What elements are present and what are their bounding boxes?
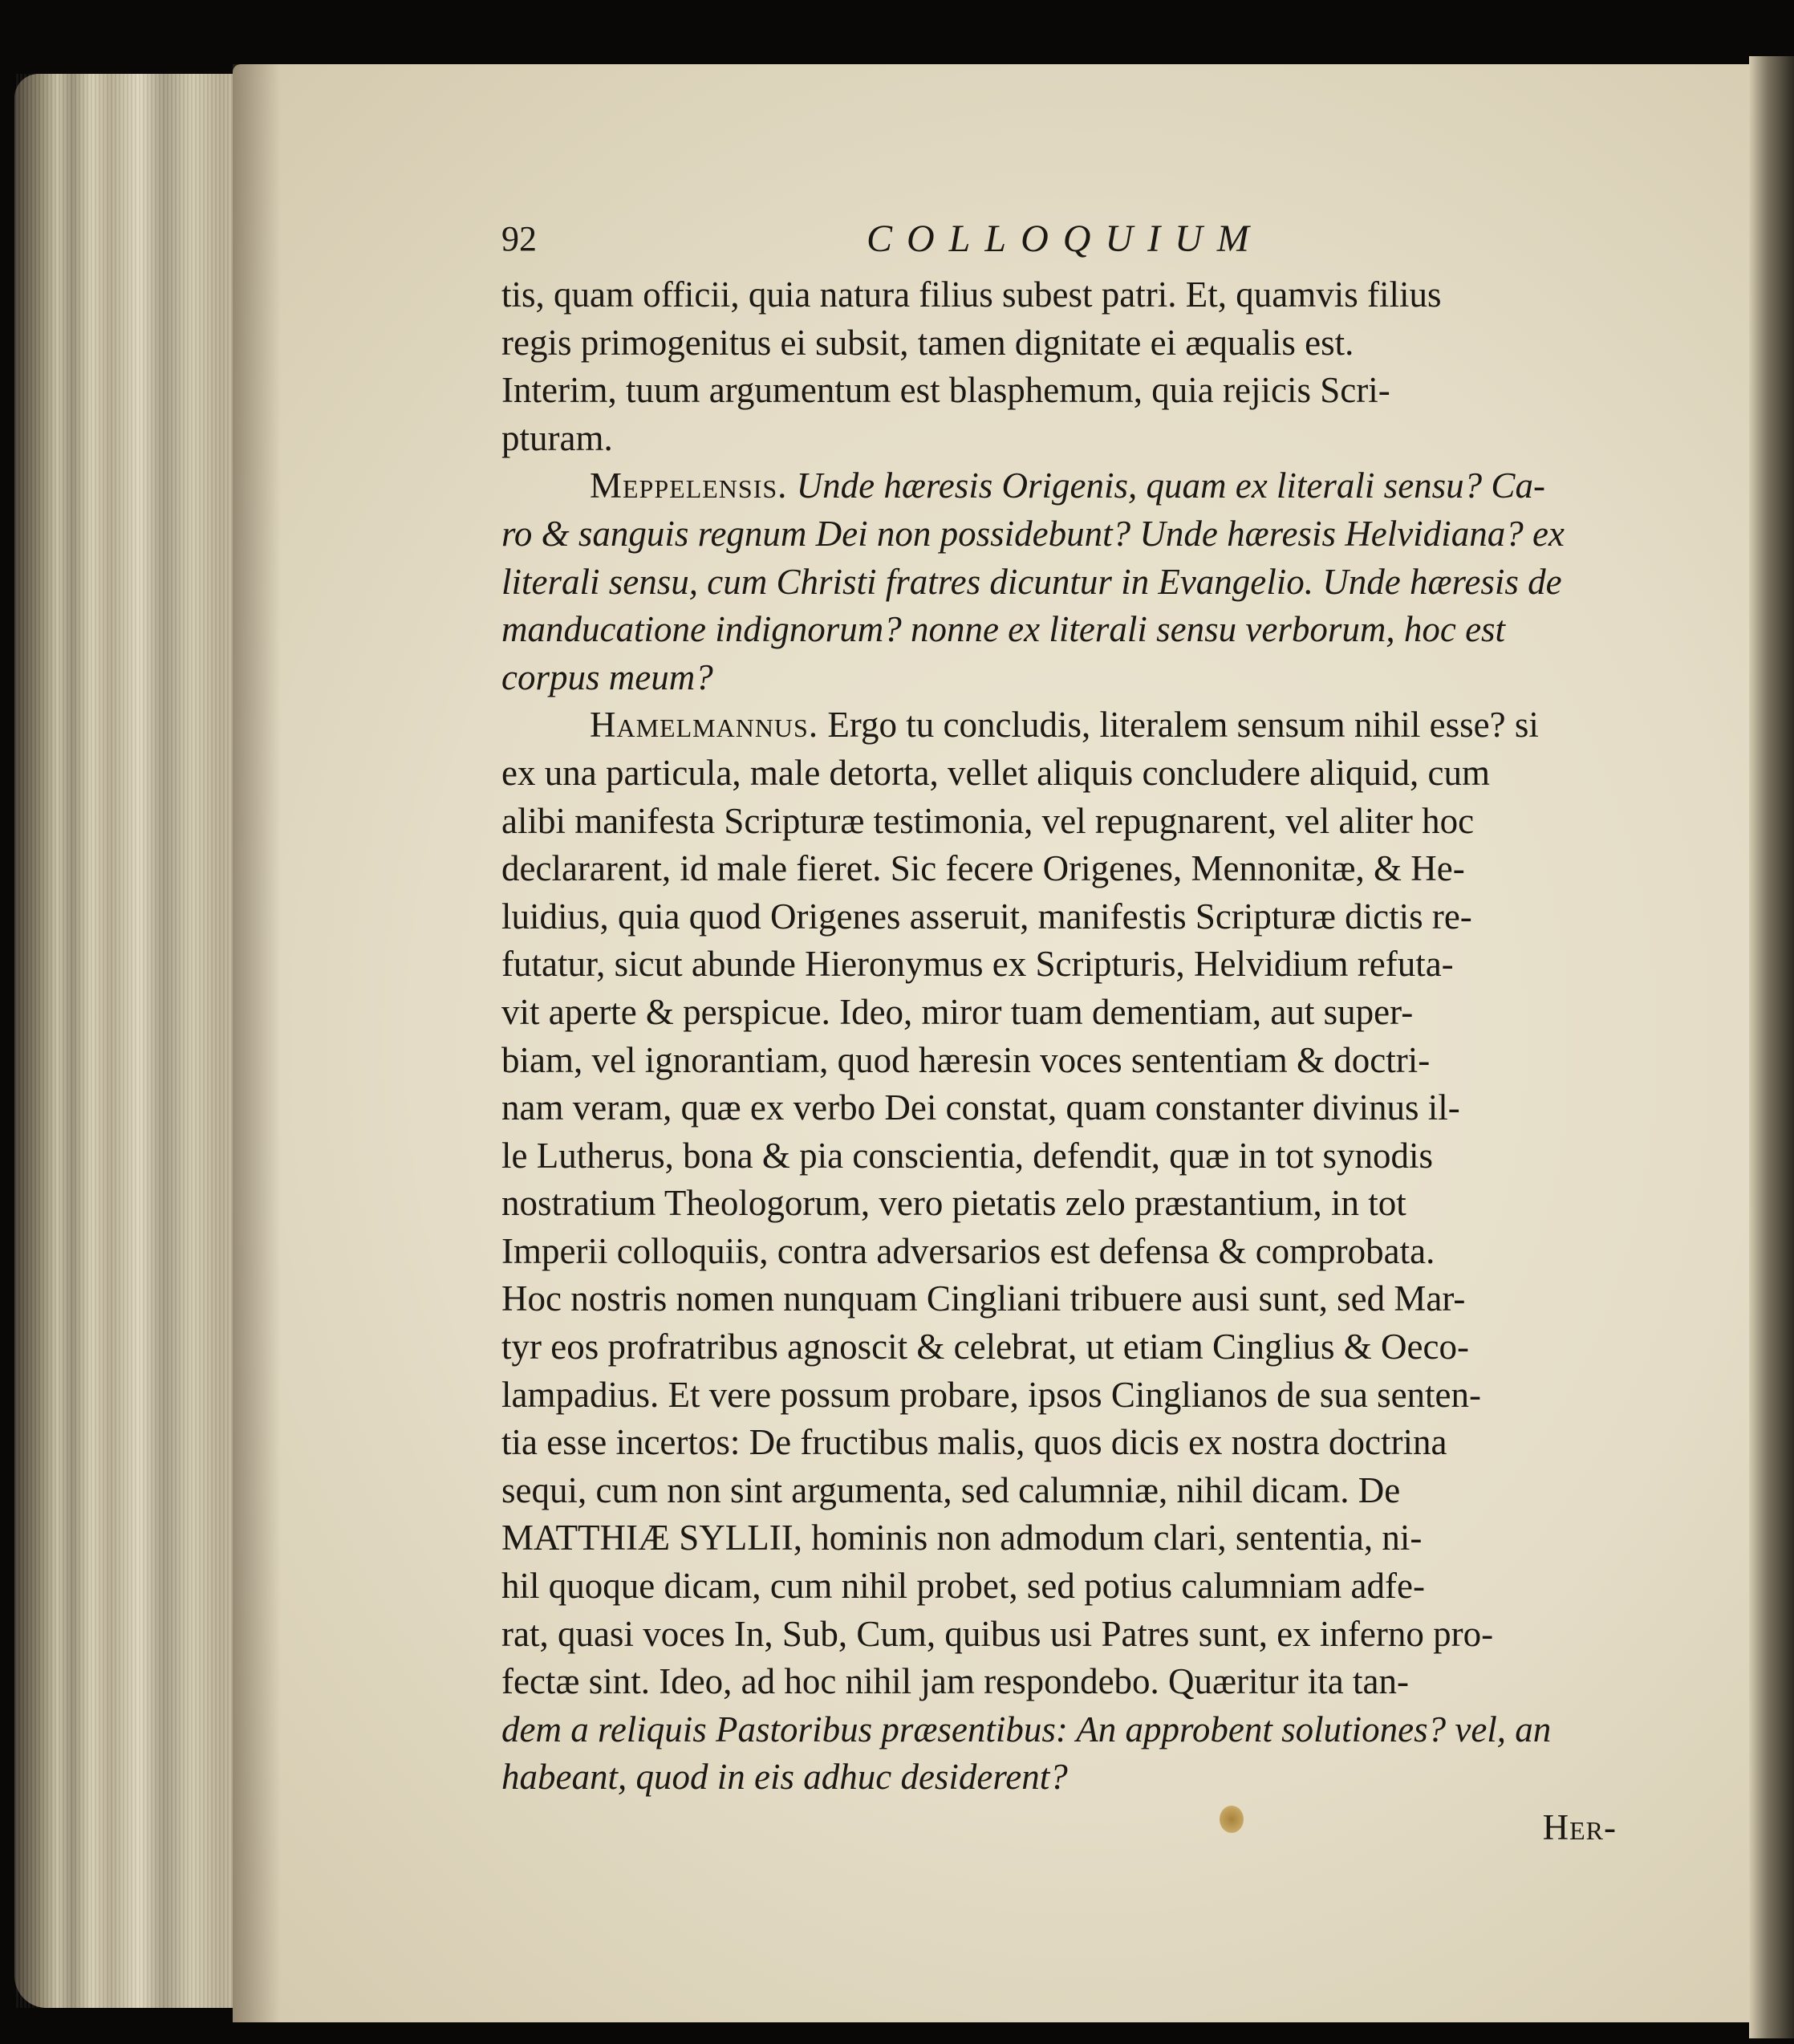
paragraph-1 <box>501 271 1617 462</box>
paragraph-meppelensis <box>501 462 1617 701</box>
text-line: habeant, quod in eis adhuc desiderent? <box>501 1757 1068 1798</box>
text-line-with-speaker <box>501 462 1617 510</box>
text-line: nostratium Theologorum, vero pietatis zelo præstantium, in tot <box>501 1183 1406 1224</box>
text-line: Unde hæresis Origenis, quam ex literali sensu? Ca- <box>796 465 1545 506</box>
text-line: sequi, cum non sint argumenta, sed calumniæ, nihil dicam. De <box>501 1469 1401 1510</box>
text-line: Imperii colloquiis, contra adversarios est defensa & comprobata. <box>501 1230 1435 1271</box>
running-head <box>501 207 1617 271</box>
catchword: Her- <box>1542 1807 1617 1847</box>
text-line: nam veram, quæ ex verbo Dei constat, quam constanter divinus il- <box>501 1087 1460 1128</box>
paragraph-hamelmannus <box>501 701 1617 1802</box>
text-line: corpus meum? <box>501 656 713 697</box>
text-line: regis primogenitus ei subsit, tamen dignitate ei æqualis est. <box>501 322 1354 363</box>
running-head-title: COLLOQUIUM <box>867 217 1264 260</box>
text-line: tis, quam officii, quia natura filius subest patri. Et, quamvis filius <box>501 274 1442 315</box>
text-line: futatur, sicut abunde Hieronymus ex Scripturis, Helvidium refuta- <box>501 944 1454 985</box>
text-line: Hoc nostris nomen nunquam Cingliani tribuere ausi sunt, sed Mar- <box>501 1278 1466 1319</box>
text-line: luidius, quia quod Origenes asseruit, manifestis Scripturæ dictis re- <box>501 896 1472 937</box>
page-gutter-shadow <box>233 64 281 2022</box>
text-line-with-speaker <box>501 701 1617 750</box>
text-line: rat, quasi voces In, Sub, Cum, quibus usi Patres sunt, ex inferno pro- <box>501 1613 1494 1654</box>
text-line: ro & sanguis regnum Dei non possidebunt? Unde hæresis Helvidiana? ex <box>501 513 1565 554</box>
page-number: 92 <box>501 219 537 258</box>
text-line: pturam. <box>501 417 613 458</box>
text-line: declararent, id male fieret. Sic fecere Origenes, Mennonitæ, & He- <box>501 848 1465 889</box>
text-line: literali sensu, cum Christi fratres dicuntur in Evangelio. Unde hæresis de <box>501 561 1562 602</box>
text-line: dem a reliquis Pastoribus præsentibus: An approbent solutiones? vel, an <box>501 1709 1552 1749</box>
book-page-edges <box>14 74 255 2008</box>
text-line: fectæ sint. Ideo, ad hoc nihil jam respondebo. Quæritur ita tan- <box>501 1661 1409 1702</box>
page-text-block <box>501 207 1617 1848</box>
text-line: biam, vel ignorantiam, quod hæresin voces sententiam & doctri- <box>501 1039 1431 1080</box>
text-line: Interim, tuum argumentum est blasphemum, quia rejicis Scri- <box>501 370 1390 411</box>
text-line: vit aperte & perspicue. Ideo, miror tuam dementiam, aut super- <box>501 991 1414 1032</box>
text-line: manducatione indignorum? nonne ex literali sensu verborum, hoc est <box>501 609 1506 650</box>
text-line: Ergo tu concludis, literalem sensum nihil esse? si <box>827 705 1539 746</box>
text-line: hil quoque dicam, cum nihil probet, sed potius calumniam adfe- <box>501 1566 1425 1607</box>
speaker-name: Meppelensis. <box>590 465 788 506</box>
text-line: tia esse incertos: De fructibus malis, quos dicis ex nostra doctrina <box>501 1422 1447 1463</box>
text-line: tyr eos profratribus agnoscit & celebrat, ut etiam Cinglius & Oeco- <box>501 1327 1469 1367</box>
text-line: MATTHIÆ SYLLII, hominis non admodum clari, sententia, ni- <box>501 1518 1423 1558</box>
speaker-name: Hamelmannus. <box>590 705 819 746</box>
text-line: alibi manifesta Scripturæ testimonia, vel repugnarent, vel aliter hoc <box>501 800 1475 841</box>
text-line: lampadius. Et vere possum probare, ipsos Cinglianos de sua senten- <box>501 1374 1482 1415</box>
text-line: le Lutherus, bona & pia conscientia, defendit, quæ in tot synodis <box>501 1135 1434 1176</box>
text-line: ex una particula, male detorta, vellet aliquis concludere aliquid, cum <box>501 752 1491 793</box>
facing-page-edge <box>1749 56 1794 2038</box>
